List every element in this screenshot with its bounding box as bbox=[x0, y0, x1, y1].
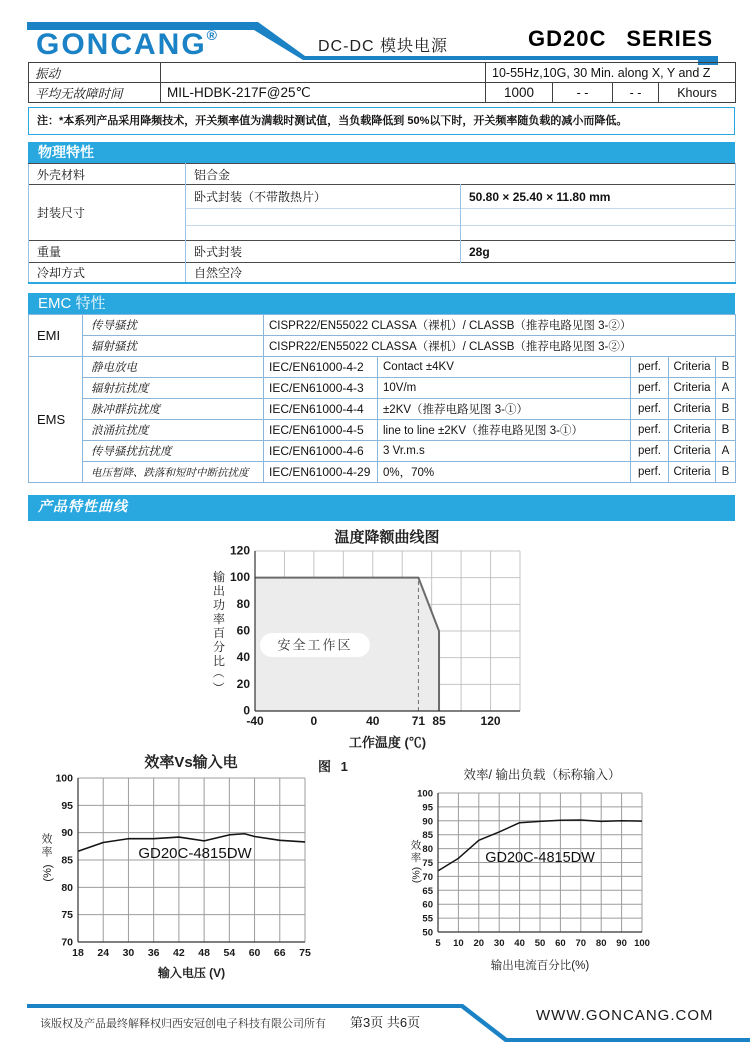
mtbf-unit: Khours bbox=[659, 83, 736, 103]
svg-text:60: 60 bbox=[236, 623, 250, 638]
mtbf-dash1: - - bbox=[553, 83, 613, 103]
svg-text:18: 18 bbox=[72, 947, 84, 959]
series-model: GD20C bbox=[528, 26, 607, 51]
ems-row-name: 传导骚扰抗扰度 bbox=[83, 441, 264, 462]
svg-text:10: 10 bbox=[453, 938, 464, 949]
svg-text:95: 95 bbox=[422, 802, 433, 814]
ems-row-name: 辐射抗扰度 bbox=[83, 378, 264, 399]
case-material-value: 铝合金 bbox=[186, 164, 736, 185]
svg-text:工作温度 (℃): 工作温度 (℃) bbox=[348, 735, 427, 750]
vibration-spec: 10-55Hz,10G, 30 Min. along X, Y and Z bbox=[486, 63, 736, 83]
emc-table bbox=[28, 314, 736, 483]
empty-cell bbox=[186, 226, 461, 241]
svg-text:-40: -40 bbox=[246, 714, 264, 728]
svg-text:80: 80 bbox=[236, 596, 250, 611]
svg-text:效: 效 bbox=[410, 839, 422, 852]
ems-row-standard: IEC/EN61000-4-5 bbox=[264, 420, 378, 441]
case-material-label: 外壳材料 bbox=[29, 164, 186, 185]
svg-text:出: 出 bbox=[212, 583, 226, 598]
ems-row-name: 浪涌抗扰度 bbox=[83, 420, 264, 441]
svg-text:功: 功 bbox=[212, 597, 226, 612]
ems-row-perf: perf. bbox=[631, 441, 669, 462]
svg-text:分: 分 bbox=[212, 639, 226, 654]
svg-text:温度降额曲线图: 温度降额曲线图 bbox=[334, 529, 440, 546]
mtbf-dash2: - - bbox=[613, 83, 659, 103]
ems-row-grade: A bbox=[716, 441, 736, 462]
empty-cell bbox=[461, 226, 736, 241]
emi-row-value: CISPR22/EN55022 CLASSA（裸机）/ CLASSB（推荐电路见图 3-②） bbox=[264, 336, 736, 357]
svg-text:80: 80 bbox=[61, 881, 73, 894]
svg-text:安全工作区: 安全工作区 bbox=[277, 637, 353, 653]
ems-row-name: 脉冲群抗扰度 bbox=[83, 399, 264, 420]
svg-text:42: 42 bbox=[173, 947, 185, 959]
ems-row-standard: IEC/EN61000-4-6 bbox=[264, 441, 378, 462]
svg-text:90: 90 bbox=[616, 938, 627, 949]
efficiency-vs-input-chart bbox=[35, 752, 320, 989]
svg-text:100: 100 bbox=[417, 788, 433, 800]
ems-row-perf: perf. bbox=[631, 378, 669, 399]
ems-row-criteria: Criteria bbox=[669, 378, 716, 399]
ems-row-standard: IEC/EN61000-4-2 bbox=[264, 357, 378, 378]
footer-website: WWW.GONCANG.COM bbox=[536, 1007, 714, 1024]
svg-text:120: 120 bbox=[229, 543, 250, 558]
svg-text:36: 36 bbox=[147, 947, 160, 959]
vibration-label: 振动 bbox=[29, 63, 161, 83]
svg-text:率: 率 bbox=[410, 852, 422, 865]
ems-row-name: 电压暂降、跌落和短时中断抗扰度 bbox=[83, 462, 264, 483]
weight-label: 重量 bbox=[29, 241, 186, 263]
ems-row-perf: perf. bbox=[631, 357, 669, 378]
svg-text:60: 60 bbox=[555, 938, 566, 949]
package-size: 50.80 × 25.40 × 11.80 mm bbox=[461, 185, 736, 209]
svg-text:输出电流百分比(%): 输出电流百分比(%) bbox=[490, 960, 590, 972]
svg-text:0: 0 bbox=[310, 714, 318, 728]
ems-row-standard: IEC/EN61000-4-29 bbox=[264, 462, 378, 483]
figure1-caption: 图 1 bbox=[318, 759, 351, 774]
svg-text:48: 48 bbox=[198, 947, 210, 959]
mtbf-label: 平均无故障时间 bbox=[29, 83, 161, 103]
svg-text:50: 50 bbox=[534, 938, 546, 949]
series-word: SERIES bbox=[626, 26, 714, 51]
svg-text:40: 40 bbox=[236, 650, 250, 665]
ems-row-value: 0%，70% bbox=[378, 462, 631, 483]
svg-text:效率/ 输出负载（标称输入）: 效率/ 输出负载（标称输入） bbox=[463, 768, 621, 782]
svg-text:40: 40 bbox=[514, 938, 525, 949]
footer-copyright: 该版权及产品最终解释权归西安冠创电子科技有限公司所有 bbox=[40, 1018, 326, 1030]
svg-text:65: 65 bbox=[422, 885, 433, 897]
svg-text:100: 100 bbox=[634, 938, 650, 949]
svg-text:50: 50 bbox=[422, 927, 433, 939]
svg-text:百: 百 bbox=[212, 625, 226, 640]
efficiency-vs-load-chart bbox=[406, 762, 716, 995]
svg-text:率: 率 bbox=[212, 611, 226, 626]
note-box: 注：*本系列产品采用降频技术，开关频率值为满载时测试值，当负载降低到 50%以下时，开关频率随负载的减小而降低。 bbox=[28, 107, 735, 135]
svg-text:66: 66 bbox=[273, 947, 286, 959]
registered-mark: ® bbox=[206, 27, 217, 43]
svg-text:0: 0 bbox=[243, 703, 250, 718]
svg-text:100: 100 bbox=[229, 570, 250, 585]
svg-text:60: 60 bbox=[248, 947, 261, 959]
brand-name: GONCANG bbox=[36, 28, 207, 61]
svg-text:效: 效 bbox=[41, 833, 53, 846]
ems-row-grade: B bbox=[716, 420, 736, 441]
ems-row-grade: B bbox=[716, 399, 736, 420]
svg-text:40: 40 bbox=[366, 714, 380, 728]
svg-text:85: 85 bbox=[61, 854, 73, 867]
svg-text:率: 率 bbox=[41, 846, 53, 859]
svg-text:80: 80 bbox=[422, 844, 433, 856]
empty-cell bbox=[161, 63, 486, 83]
svg-text:30: 30 bbox=[493, 938, 505, 949]
svg-text:20: 20 bbox=[473, 938, 485, 949]
ems-row-perf: perf. bbox=[631, 420, 669, 441]
svg-text:75: 75 bbox=[299, 947, 311, 959]
derating-chart bbox=[195, 526, 555, 783]
reliability-table bbox=[28, 62, 736, 103]
ems-row-value: Contact ±4KV bbox=[378, 357, 631, 378]
section-emc-title: EMC 特性 bbox=[28, 293, 735, 314]
package-type: 卧式封装（不带散热片） bbox=[186, 185, 461, 209]
svg-text:80: 80 bbox=[595, 938, 607, 949]
svg-text:比: 比 bbox=[212, 653, 226, 668]
ems-group-label: EMS bbox=[29, 357, 83, 483]
svg-text:24: 24 bbox=[97, 947, 110, 959]
empty-cell bbox=[461, 209, 736, 226]
ems-row-criteria: Criteria bbox=[669, 441, 716, 462]
cooling-value: 自然空冷 bbox=[186, 263, 736, 283]
svg-text:（ ）: （ ） bbox=[212, 666, 227, 694]
ems-row-grade: A bbox=[716, 378, 736, 399]
svg-text:70: 70 bbox=[575, 938, 587, 949]
svg-text:90: 90 bbox=[61, 827, 73, 840]
svg-text:120: 120 bbox=[480, 714, 501, 728]
svg-text:85: 85 bbox=[432, 714, 446, 728]
empty-cell bbox=[186, 209, 461, 226]
svg-text:70: 70 bbox=[422, 871, 433, 883]
weight-value: 28g bbox=[461, 241, 736, 263]
svg-text:输入电压 (V): 输入电压 (V) bbox=[157, 966, 226, 980]
physical-table bbox=[28, 163, 736, 284]
svg-text:70: 70 bbox=[61, 936, 73, 949]
ems-row-value: line to line ±2KV（推荐电路见图 3-①） bbox=[378, 420, 631, 441]
ems-row-criteria: Criteria bbox=[669, 357, 716, 378]
ems-row-value: 10V/m bbox=[378, 378, 631, 399]
footer-page-number: 第3页 共6页 bbox=[350, 1015, 421, 1030]
ems-row-grade: B bbox=[716, 462, 736, 483]
svg-text:95: 95 bbox=[61, 799, 73, 812]
emi-group-label: EMI bbox=[29, 315, 83, 357]
ems-row-criteria: Criteria bbox=[669, 462, 716, 483]
svg-text:20: 20 bbox=[236, 676, 250, 691]
mtbf-standard: MIL-HDBK-217F@25℃ bbox=[161, 83, 486, 103]
svg-text:71: 71 bbox=[411, 714, 426, 728]
emi-row-name: 传导骚扰 bbox=[83, 315, 264, 336]
ems-row-criteria: Criteria bbox=[669, 420, 716, 441]
ems-row-criteria: Criteria bbox=[669, 399, 716, 420]
ems-row-standard: IEC/EN61000-4-4 bbox=[264, 399, 378, 420]
mtbf-value: 1000 bbox=[486, 83, 553, 103]
ems-row-value: 3 Vr.m.s bbox=[378, 441, 631, 462]
emi-row-value: CISPR22/EN55022 CLASSA（裸机）/ CLASSB（推荐电路见图 3-②） bbox=[264, 315, 736, 336]
svg-text:30: 30 bbox=[122, 947, 135, 959]
header-series bbox=[528, 26, 713, 52]
cooling-label: 冷却方式 bbox=[29, 263, 186, 283]
section-physical-title: 物理特性 bbox=[28, 142, 735, 163]
svg-text:55: 55 bbox=[422, 913, 433, 925]
ems-row-standard: IEC/EN61000-4-3 bbox=[264, 378, 378, 399]
ems-row-name: 静电放电 bbox=[83, 357, 264, 378]
svg-text:90: 90 bbox=[422, 816, 433, 828]
svg-text:85: 85 bbox=[422, 830, 433, 842]
header-subtitle: DC-DC 模块电源 bbox=[318, 38, 448, 55]
svg-text:5: 5 bbox=[435, 938, 441, 949]
ems-row-perf: perf. bbox=[631, 399, 669, 420]
svg-text:GD20C-4815DW: GD20C-4815DW bbox=[138, 845, 252, 862]
package-label: 封装尺寸 bbox=[29, 185, 186, 241]
svg-text:GD20C-4815DW: GD20C-4815DW bbox=[485, 850, 595, 866]
ems-row-grade: B bbox=[716, 357, 736, 378]
svg-text:效率Vs输入电: 效率Vs输入电 bbox=[144, 754, 238, 771]
weight-type: 卧式封装 bbox=[186, 241, 461, 263]
svg-text:75: 75 bbox=[61, 909, 73, 922]
svg-text:60: 60 bbox=[422, 899, 433, 911]
ems-row-perf: perf. bbox=[631, 462, 669, 483]
emi-row-name: 辐射骚扰 bbox=[83, 336, 264, 357]
svg-text:54: 54 bbox=[223, 947, 236, 959]
section-curves-title: 产品特性曲线 bbox=[28, 495, 735, 521]
svg-text:100: 100 bbox=[55, 772, 73, 785]
svg-text:(%): (%) bbox=[41, 864, 54, 882]
ems-row-value: ±2KV（推荐电路见图 3-①） bbox=[378, 399, 631, 420]
svg-text:输: 输 bbox=[212, 569, 226, 584]
svg-text:(%): (%) bbox=[410, 866, 423, 884]
svg-text:75: 75 bbox=[422, 858, 433, 869]
brand-logo bbox=[36, 27, 217, 62]
